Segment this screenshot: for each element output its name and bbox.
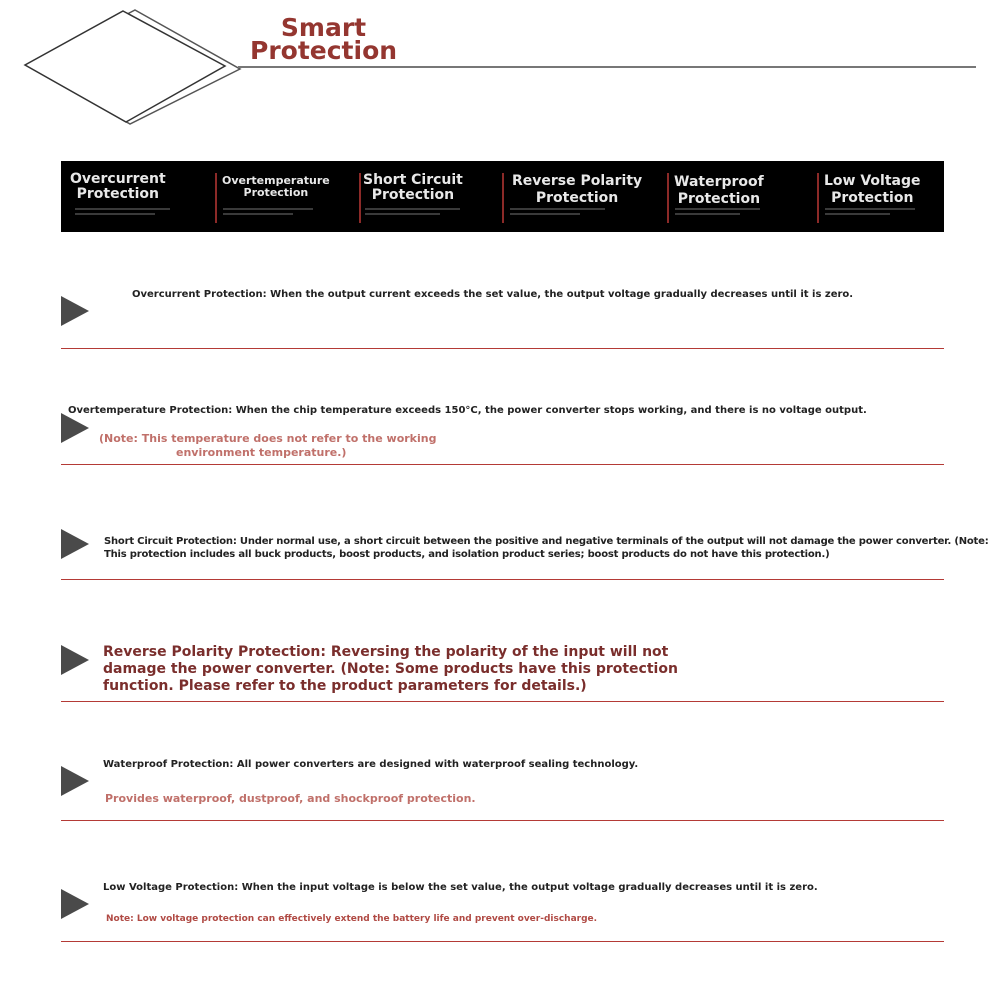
banner-fine-print	[825, 208, 925, 222]
overtemperature-note-line-2: environment temperature.)	[176, 446, 347, 459]
banner-fine-print	[223, 208, 323, 222]
banner-divider	[817, 173, 819, 223]
bullet-arrow-icon	[61, 529, 89, 559]
bullet-arrow-icon	[61, 296, 89, 326]
banner-label: Overtemperature Protection	[222, 174, 330, 199]
section-divider	[61, 701, 944, 702]
title-divider	[238, 66, 976, 68]
banner-fine-print	[365, 208, 465, 222]
section-divider	[61, 348, 944, 349]
banner-divider	[359, 173, 361, 223]
reverse-polarity-description-line-1: Reverse Polarity Protection: Reversing the polarity of the input will not	[103, 644, 669, 660]
page-title	[250, 13, 398, 65]
bullet-arrow-icon	[61, 645, 89, 675]
overtemperature-note-line-1: (Note: This temperature does not refer to the working	[99, 432, 437, 445]
low-voltage-note: Note: Low voltage protection can effectively extend the battery life and prevent over-discharge.	[106, 914, 598, 924]
banner-item-overcurrent	[61, 161, 211, 232]
diamond-logo-icon	[20, 6, 245, 128]
banner-item-waterproof	[667, 161, 817, 232]
title-line-2: Protection	[250, 36, 398, 65]
banner-divider	[502, 173, 504, 223]
banner-label: Overcurrent Protection	[70, 171, 166, 202]
title-line-1: Smart	[280, 13, 367, 42]
banner-label: Low Voltage Protection	[824, 173, 921, 206]
feature-banner	[61, 161, 944, 232]
banner-fine-print	[75, 208, 175, 222]
section-divider	[61, 579, 944, 580]
overcurrent-description: Overcurrent Protection: When the output current exceeds the set value, the output voltage gradually decreases until it is zero.	[132, 289, 854, 300]
short-circuit-description-line-1: Short Circuit Protection: Under normal use, a short circuit between the positive and negative terminals of the output will not damage the power converter. (Note:	[104, 536, 989, 547]
section-divider	[61, 820, 944, 821]
banner-divider	[667, 173, 669, 223]
reverse-polarity-description-line-3: function. Please refer to the product parameters for details.)	[103, 678, 587, 694]
waterproof-note: Provides waterproof, dustproof, and shockproof protection.	[105, 792, 476, 805]
banner-item-reverse-polarity	[502, 161, 667, 232]
reverse-polarity-description-line-2: damage the power converter. (Note: Some products have this protection	[103, 661, 678, 677]
banner-item-low-voltage	[817, 161, 942, 232]
banner-label: Reverse Polarity Protection	[512, 173, 643, 206]
banner-item-short-circuit	[359, 161, 499, 232]
banner-divider	[215, 173, 217, 223]
bullet-arrow-icon	[61, 889, 89, 919]
banner-label: Short Circuit Protection	[363, 172, 463, 203]
banner-fine-print	[510, 208, 610, 222]
short-circuit-description-line-2: This protection includes all buck products, boost products, and isolation product series; boost products do not have this protection.)	[104, 549, 830, 560]
banner-item-overtemperature	[215, 161, 355, 232]
section-divider	[61, 464, 944, 465]
banner-fine-print	[675, 208, 775, 222]
banner-label: Waterproof Protection	[674, 174, 764, 207]
waterproof-description: Waterproof Protection: All power converters are designed with waterproof sealing technology.	[103, 759, 639, 770]
section-divider	[61, 941, 944, 942]
bullet-arrow-icon	[61, 413, 89, 443]
bullet-arrow-icon	[61, 766, 89, 796]
low-voltage-description: Low Voltage Protection: When the input voltage is below the set value, the output voltage gradually decreases until it is zero.	[103, 882, 818, 893]
overtemperature-description: Overtemperature Protection: When the chip temperature exceeds 150°C, the power converter stops working, and there is no voltage output.	[68, 405, 867, 416]
